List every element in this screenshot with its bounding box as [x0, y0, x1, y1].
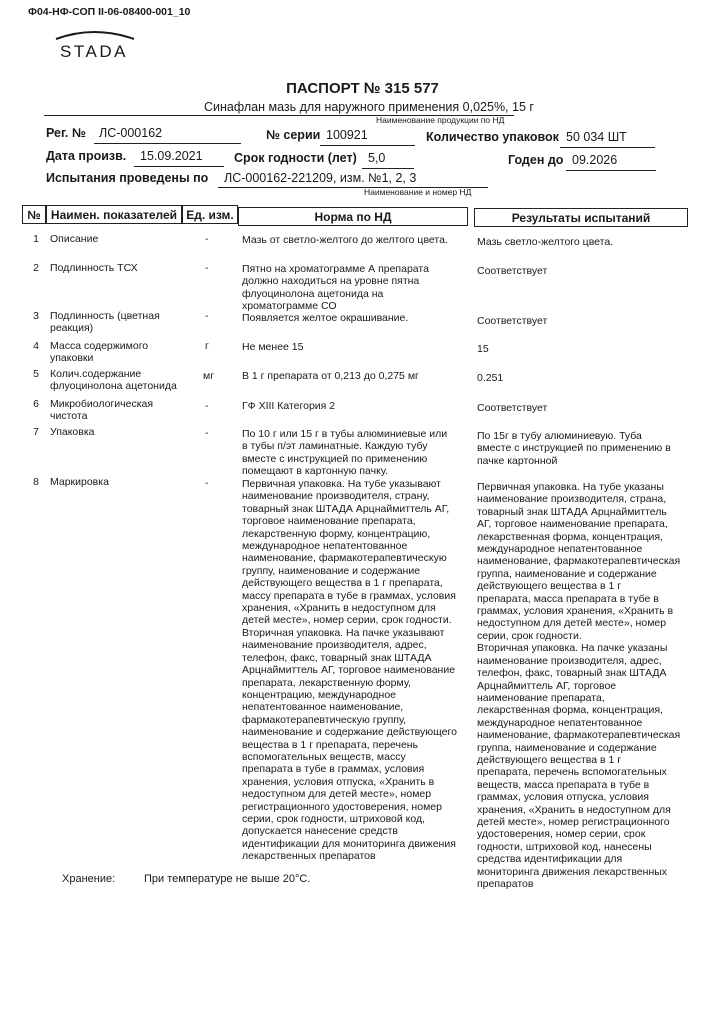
- qty-value: 50 034 ШТ: [566, 130, 627, 144]
- row-6-unit: -: [205, 400, 209, 412]
- row-8-norm: Первичная упаковка. На тубе указывают наименование производителя, страну, товарный знак ШТАДА Арцнаймиттель АГ, торговое наименование препарата, лекарственную форму, концентрацию, международное непатентованное наименование, фармакотерапевтическую группу, наименование и содержание действующего вещества в 1 г препарата, массу препарата в тубе в граммах, условия хранения, «Хранить в недоступном для детей месте», номер серии, срок годности. Вторичная упаковка. На пачке указывают наименование производителя, адрес, телефон, факс, товарный знак ШТАДА Арцнаймиттель АГ, торговое наименование препарата, лекарственную форму, концентрацию, международное непатентованное наименование, фармакотерапевтическую группу, наименование и содержание действующего вещества в 1 г препарата, перечень вспомогательных веществ, массу препарата в тубе в граммах, условия хранения, условия отпуска, «Хранить в недоступном для детей месте», номер регистрационного удостоверения, номер серии, срок годности, штриховой код, допускается нанесение средств идентификации для мониторинга движения лекарственных препаратов: [242, 478, 457, 863]
- row-8-result: Первичная упаковка. На тубе указаны наименование производителя, страна, товарный знак ШТАДА Арцнаймиттель АГ, торговое наименование препарата, лекарственная форма, концентрация, международное непатентованное наименование, фармакотерапевтическая группа, наименование и содержание действующего вещества в 1 г препарата, масса препарата в тубе в граммах, условия хранения, «Хранить в недоступном для детей месте», номер серии, срок годности. Вторичная упаковка. На пачке указаны наименование производителя, адрес, телефон, факс, товарный знак ШТАДА Арцнаймиттель АГ, торговое наименование препарата, лекарственная форма, концентрация, международное непатентованное наименование, фармакотерапевтическая группа, наименование и содержание действующего вещества в 1 г препарата, перечень вспомогательных веществ, масса препарата в тубе в граммах, условия отпуска, условия хранения, «Хранить в недоступном для детей месте», номер регистрационного удостоверения, номер серии, срок годности, штриховой код, нанесены средства идентификации для мониторинга движения лекарственных препаратов: [477, 481, 681, 890]
- passport-title: ПАСПОРТ № 315 577: [286, 80, 439, 97]
- row-3-name: Подлинность (цветная реакция): [50, 310, 160, 335]
- row-8-unit: -: [205, 477, 209, 489]
- row-1-name: Описание: [50, 233, 99, 245]
- product-caption: Наименование продукции по НД: [376, 115, 505, 125]
- reg-label: Рег. №: [46, 126, 86, 140]
- date-label: Дата произв.: [46, 149, 127, 163]
- row-7-unit: -: [205, 427, 209, 439]
- stada-logo-arc-icon: [56, 32, 134, 39]
- header-unit: Ед. изм.: [182, 205, 238, 224]
- row-1-norm: Мазь от светло-желтого до желтого цвета.: [242, 234, 448, 246]
- row-3-unit: -: [205, 310, 209, 322]
- row-1-result: Мазь светло-желтого цвета.: [477, 236, 614, 248]
- logo-text: STADA: [60, 42, 128, 61]
- header-result: Результаты испытаний: [474, 208, 688, 227]
- row-6-name: Микробиологическая чистота: [50, 398, 154, 423]
- row-3-result: Соответствует: [477, 315, 548, 327]
- row-6-result: Соответствует: [477, 402, 548, 414]
- row-5-name: Колич.содержание флуоцинолона ацетонида: [50, 368, 177, 393]
- row-2-name: Подлинность ТСХ: [50, 262, 138, 274]
- row-5-result: 0.251: [477, 372, 504, 384]
- row-7-name: Упаковка: [50, 426, 95, 438]
- row-6-num: 6: [33, 398, 39, 410]
- row-4-name: Масса содержимого упаковки: [50, 340, 149, 365]
- stada-logo: [34, 29, 154, 61]
- series-value: 100921: [326, 128, 368, 142]
- row-2-norm: Пятно на хроматограмме А препарата должно находиться на уровне пятна флуоцинолона ацетонида на хроматограмме СО: [242, 263, 429, 313]
- row-3-norm: Появляется желтое окрашивание.: [242, 312, 409, 324]
- row-7-norm: По 10 г или 15 г в тубы алюминиевые или в тубы п/эт ламинатные. Каждую тубу вместе с инструкцией по применению помещают в картонную пачку.: [242, 428, 448, 478]
- document-code: Ф04-НФ-СОП II-06-08400-001_10: [28, 6, 191, 18]
- row-3-num: 3: [33, 310, 39, 322]
- header-name: Наимен. показателей: [46, 205, 182, 224]
- row-2-result: Соответствует: [477, 265, 548, 277]
- row-8-num: 8: [33, 476, 39, 488]
- tests-value: ЛС-000162-221209, изм. №1, 2, 3: [224, 171, 417, 185]
- row-5-num: 5: [33, 368, 39, 380]
- row-1-unit: -: [205, 233, 209, 245]
- row-4-result: 15: [477, 343, 489, 355]
- row-8-name: Маркировка: [50, 476, 109, 488]
- row-6-norm: ГФ XIII Категория 2: [242, 400, 336, 412]
- row-4-unit: г: [205, 340, 209, 352]
- header-num: №: [22, 205, 46, 224]
- row-2-unit: -: [205, 262, 209, 274]
- series-label: № серии: [266, 128, 321, 142]
- reg-value: ЛС-000162: [99, 126, 163, 140]
- row-4-norm: Не менее 15: [242, 341, 304, 353]
- row-5-norm: В 1 г препарата от 0,213 до 0,275 мг: [242, 370, 419, 382]
- row-5-unit: мг: [203, 370, 215, 382]
- date-value: 15.09.2021: [140, 149, 203, 163]
- tests-label: Испытания проведены по: [46, 171, 209, 185]
- storage-value: При температуре не выше 20°С.: [144, 873, 311, 885]
- valid-label: Годен до: [508, 153, 564, 167]
- row-7-result: По 15г в тубу алюминиевую. Туба вместе с инструкцией по применению в пачке картонной: [477, 430, 671, 467]
- row-4-num: 4: [33, 340, 39, 352]
- header-norm: Норма по НД: [238, 207, 468, 226]
- product-name: Синафлан мазь для наружного применения 0,025%, 15 г: [204, 100, 534, 114]
- row-1-num: 1: [33, 233, 39, 245]
- tests-caption: Наименование и номер НД: [364, 187, 472, 197]
- qty-label: Количество упаковок: [426, 130, 559, 144]
- shelf-label: Срок годности (лет): [234, 151, 357, 165]
- row-2-num: 2: [33, 262, 39, 274]
- shelf-value: 5,0: [368, 151, 386, 165]
- storage-label: Хранение:: [62, 873, 116, 885]
- valid-value: 09.2026: [572, 153, 618, 167]
- row-7-num: 7: [33, 426, 39, 438]
